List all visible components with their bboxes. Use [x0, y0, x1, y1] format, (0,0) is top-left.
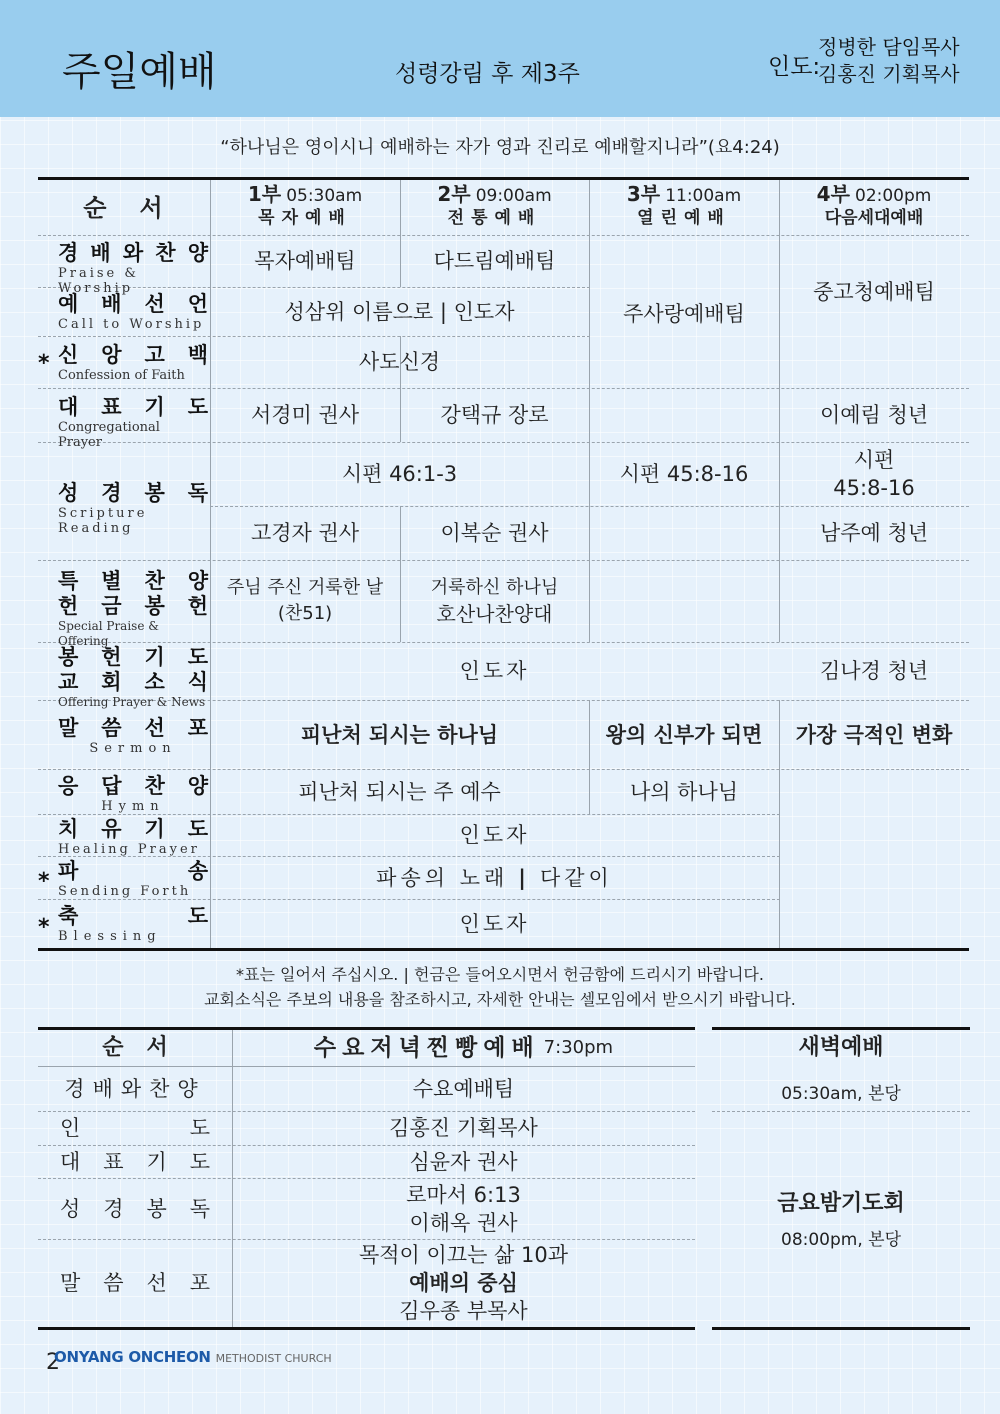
hymn-service-3: 나의 하나님	[629, 779, 739, 804]
label-text	[60, 1195, 210, 1223]
label-char: 기	[144, 817, 165, 841]
sending-forth-service-1-3	[210, 856, 779, 899]
label-char: 인	[60, 1116, 81, 1140]
scripture-verses: 45:8-16	[833, 476, 915, 500]
label-korean	[58, 859, 208, 884]
label-char: 유	[101, 817, 122, 841]
label-char: 헌	[101, 645, 122, 669]
preacher: 김우종 부목사	[399, 1299, 528, 1323]
label-english: Scripture Reading	[58, 506, 148, 536]
wed-value-sermon	[232, 1239, 695, 1327]
label-korean	[58, 670, 208, 695]
sermon-title-service-1-2: 피난처 되시는 하나님	[300, 722, 499, 747]
label-char: 헌	[58, 594, 79, 618]
label-char: 기	[146, 1149, 167, 1174]
label-char: 성	[60, 1196, 81, 1221]
label-english: Confession of Faith	[58, 368, 185, 383]
label-char: 회	[101, 670, 122, 694]
label-char: 치	[58, 817, 79, 841]
label-char: 배	[90, 241, 111, 265]
label-char: 씀	[103, 1271, 124, 1295]
label-english: Hymn	[101, 799, 165, 814]
row-label-healing-prayer	[58, 817, 208, 857]
special-praise-service-2	[400, 560, 589, 642]
standing-marker: *	[38, 915, 50, 940]
wed-value-leader: 김홍진 기획목사	[389, 1116, 538, 1140]
label-char: 봉	[58, 645, 79, 669]
order-header: 순 서	[102, 1035, 168, 1060]
friday-prayer-title: 금요밤기도회	[777, 1191, 905, 1216]
logo-main: ONYANG ONCHEON	[54, 1348, 211, 1366]
leader-name: 김홍진 기획목사	[818, 62, 960, 86]
service-3-worship-team: 주사랑예배팀	[623, 301, 745, 326]
label-char: 금	[101, 594, 122, 618]
box-bottom-border	[712, 1327, 970, 1330]
reader-service-4: 남주예 청년	[819, 521, 929, 545]
label-char: 도	[187, 395, 208, 419]
label-char: 봉	[144, 594, 165, 618]
label-char: 포	[187, 716, 208, 740]
leader-name: 정병한 담임목사	[818, 35, 960, 59]
label-char: 축	[58, 904, 79, 928]
note-line: 교회소식은 주보의 내용을 참조하시고, 자세한 안내는 셀모임에서 받으시기 바랍니다.	[204, 990, 796, 1009]
label-char: 경	[103, 1196, 124, 1221]
label-char: 말	[60, 1271, 81, 1295]
label-char: 고	[144, 343, 165, 367]
service-name: 전통예배	[447, 208, 542, 228]
row-divider	[712, 1111, 970, 1112]
service-time: 09:00am	[475, 186, 552, 206]
label-char: 선	[144, 292, 165, 316]
service-time: 05:30am	[286, 186, 363, 206]
order-header: 순 서	[83, 193, 165, 222]
wed-label-leader	[38, 1111, 232, 1145]
blessing-service-1-3: 인도자	[459, 911, 530, 936]
note-line: *표는 일어서 주십시오. | 헌금은 들어오시면서 헌금함에 드리시기 바랍니다.	[236, 965, 764, 984]
label-char: 응	[58, 774, 79, 798]
label-char: 헌	[187, 594, 208, 618]
scripture-passage-service-1-2: 시편 46:1-3	[341, 462, 458, 486]
label-english: Call to Worship	[58, 317, 205, 332]
row-label-call-to-worship	[58, 292, 208, 332]
label-char: 도	[187, 817, 208, 841]
label-char: 도	[189, 1116, 210, 1140]
label-char: 찬	[155, 241, 176, 265]
scripture-reader: 이해옥 권사	[409, 1210, 518, 1235]
sending-song: 파송의 노래	[376, 865, 509, 890]
special-song-hymn-no: (찬51)	[277, 603, 333, 624]
label-english: Praise & Worship	[58, 266, 139, 296]
service-name: 열린예배	[637, 208, 731, 228]
reader-service-2: 이복순 권사	[440, 521, 549, 545]
offering-prayer-service-1-3: 인도자	[459, 659, 530, 683]
label-char: 별	[101, 569, 122, 593]
label-char: 백	[187, 343, 208, 367]
label-char: 대	[60, 1149, 81, 1174]
label-char: 예	[58, 292, 79, 316]
service-number: 4부	[816, 182, 850, 206]
wed-value-praise: 수요예배팀	[412, 1076, 515, 1101]
wednesday-service-table	[38, 1027, 695, 1329]
sunday-schedule-table	[38, 177, 969, 951]
label-char: 언	[187, 292, 208, 316]
label-char: 경	[101, 481, 122, 505]
service-number: 2부	[437, 182, 471, 206]
label-text	[60, 1114, 210, 1142]
label-char: 도	[187, 904, 208, 928]
hymn-service-1-2: 피난처 되시는 주 예수	[298, 779, 501, 804]
praise-service-1: 목자예배팀	[254, 249, 356, 273]
confession-service-1-2: 사도신경	[358, 350, 441, 374]
label-char: 기	[144, 645, 165, 669]
scripture-passage: 로마서 6:13	[406, 1182, 521, 1207]
notes	[0, 962, 1000, 1012]
service-header-3	[589, 183, 779, 229]
label-char: 교	[58, 670, 79, 694]
healing-prayer-service-1-3: 인도자	[459, 823, 530, 847]
reader-service-1: 고경자 권사	[250, 521, 360, 545]
special-praise-service-1	[210, 560, 400, 642]
label-english: Sermon	[89, 741, 177, 756]
label-char: 봉	[144, 481, 165, 505]
row-label-offering-prayer-news	[58, 645, 208, 710]
prayer-service-1: 서경미 권사	[250, 403, 360, 427]
label-korean	[58, 292, 208, 317]
friday-prayer-time: 08:00pm, 본당	[781, 1230, 901, 1250]
label-english: Special Praise & Offering	[58, 619, 159, 648]
service-time: 11:00am	[665, 186, 742, 206]
dawn-prayer-time: 05:30am, 본당	[781, 1084, 901, 1104]
row-label-praise	[58, 241, 208, 296]
leader-names	[818, 34, 960, 88]
sermon-title: 예배의 중심	[409, 1271, 518, 1295]
label-korean	[58, 904, 208, 929]
label-char: 양	[187, 241, 208, 265]
service-header-2	[400, 183, 589, 229]
prayer-service-2: 강택규 장로	[440, 403, 549, 427]
label-char: 대	[58, 395, 79, 419]
row-label-sermon	[58, 716, 208, 756]
theme-verse: “하나님은 영이시니 예배하는 자가 영과 진리로 예배할지니라”(요4:24)	[220, 137, 780, 158]
table-bottom-border	[38, 948, 969, 951]
sermon-title-service-4: 가장 극적인 변화	[795, 722, 953, 747]
scripture-passage-service-3: 시편 45:8-16	[619, 462, 749, 486]
wed-label-sermon	[38, 1239, 232, 1327]
wednesday-service-title	[232, 1030, 695, 1066]
wed-label-praise: 경배와찬양	[64, 1076, 206, 1101]
row-label-hymn	[58, 774, 208, 814]
service-number: 1부	[247, 182, 282, 206]
wed-value-scripture	[232, 1178, 695, 1239]
label-char: 도	[187, 645, 208, 669]
label-korean	[58, 774, 208, 799]
service-name: 수요저녁찐빵예배	[313, 1035, 540, 1061]
label-char: 포	[189, 1271, 210, 1295]
label-char: 도	[189, 1149, 210, 1174]
service-time: 7:30pm	[543, 1037, 614, 1058]
label-english: Sending Forth	[58, 884, 192, 899]
label-char: 배	[101, 292, 122, 316]
label-korean	[58, 716, 208, 741]
praise-service-2: 다드림예배팀	[433, 249, 556, 273]
sermon-series: 목적이 이끄는 삶 10과	[358, 1243, 569, 1267]
page-number: 2	[46, 1350, 60, 1375]
label-korean	[58, 645, 208, 670]
church-logo	[54, 1348, 332, 1366]
label-char: 특	[58, 569, 79, 593]
label-char: 와	[122, 241, 144, 265]
label-char: 양	[187, 569, 208, 593]
label-char: 파	[58, 859, 79, 883]
page-title: 주일예배	[62, 49, 217, 95]
choir-name: 호산나찬양대	[436, 602, 553, 626]
leader-label: 인도:	[768, 54, 821, 80]
label-english: Offering Prayer & News	[58, 695, 206, 709]
label-char: 말	[58, 716, 79, 740]
label-char: 찬	[144, 774, 165, 798]
label-char: 답	[101, 774, 122, 798]
separator: |	[518, 865, 530, 890]
row-label-confession-of-faith	[58, 343, 208, 383]
sending-performers: 다같이	[539, 865, 613, 890]
label-char: 양	[187, 774, 208, 798]
label-char: 봉	[146, 1196, 167, 1221]
service-time: 02:00pm	[855, 186, 932, 206]
label-korean	[58, 395, 208, 420]
label-char: 송	[187, 859, 208, 883]
scripture-passage-service-4	[779, 442, 969, 506]
label-char: 독	[189, 1196, 210, 1221]
row-label-blessing	[58, 904, 208, 944]
label-text	[60, 1269, 210, 1297]
standing-marker: *	[38, 351, 50, 376]
special-song-title: 거룩하신 하나님	[430, 577, 559, 598]
dawn-friday-box	[712, 1027, 970, 1329]
label-english: Blessing	[58, 929, 162, 944]
label-english: Healing Prayer	[58, 842, 200, 857]
row-label-congregational-prayer	[58, 395, 208, 450]
row-label-sending-forth	[58, 859, 208, 899]
row-label-scripture-reading	[58, 481, 208, 536]
scripture-book: 시편	[853, 448, 895, 472]
label-english: Congregational Prayer	[58, 420, 160, 450]
service-number: 3부	[626, 182, 661, 206]
logo-sub: METHODIST CHURCH	[215, 1352, 332, 1365]
label-korean	[58, 241, 208, 266]
service-header-1	[210, 183, 400, 229]
label-char: 식	[187, 670, 208, 694]
label-char: 소	[144, 670, 165, 694]
wed-label-prayer	[38, 1145, 232, 1178]
row-label-special-praise-offering	[58, 569, 208, 649]
label-char: 기	[144, 395, 165, 419]
label-korean	[58, 817, 208, 842]
call-to-worship-service-1-2: 성삼위 이름으로 | 인도자	[284, 299, 515, 324]
sermon-title-service-3: 왕의 신부가 되면	[605, 722, 763, 747]
service-name: 목자예배	[258, 208, 352, 228]
label-char: 독	[187, 481, 208, 505]
special-song-title: 주님 주신 거룩한 날	[226, 577, 384, 598]
label-char: 표	[103, 1149, 124, 1174]
service-4-worship-team: 중고청예배팀	[813, 279, 935, 304]
standing-marker: *	[38, 869, 50, 894]
label-korean	[58, 569, 208, 594]
dawn-prayer-title: 새벽예배	[798, 1035, 884, 1060]
label-text	[60, 1148, 210, 1176]
label-char: 경	[58, 241, 79, 265]
service-name: 다음세대예배	[824, 208, 924, 228]
label-korean	[58, 594, 208, 619]
wed-value-prayer: 심윤자 권사	[409, 1149, 518, 1174]
label-char: 찬	[144, 569, 165, 593]
table-bottom-border	[38, 1327, 695, 1330]
header-bar	[0, 0, 1000, 117]
label-char: 선	[146, 1271, 167, 1295]
prayer-service-4: 이예림 청년	[819, 403, 929, 427]
label-korean	[58, 481, 208, 506]
service-header-4	[779, 183, 969, 229]
label-korean	[58, 343, 208, 368]
label-char: 선	[144, 716, 165, 740]
label-char: 표	[101, 395, 122, 419]
wed-label-scripture	[38, 1178, 232, 1239]
label-char: 성	[58, 481, 79, 505]
liturgical-week: 성령강림 후 제3주	[395, 61, 580, 87]
box-top-border	[712, 1027, 970, 1030]
offering-prayer-service-4: 김나경 청년	[819, 659, 929, 683]
label-char: 씀	[101, 716, 122, 740]
label-char: 앙	[101, 343, 122, 367]
label-char: 신	[58, 343, 79, 367]
